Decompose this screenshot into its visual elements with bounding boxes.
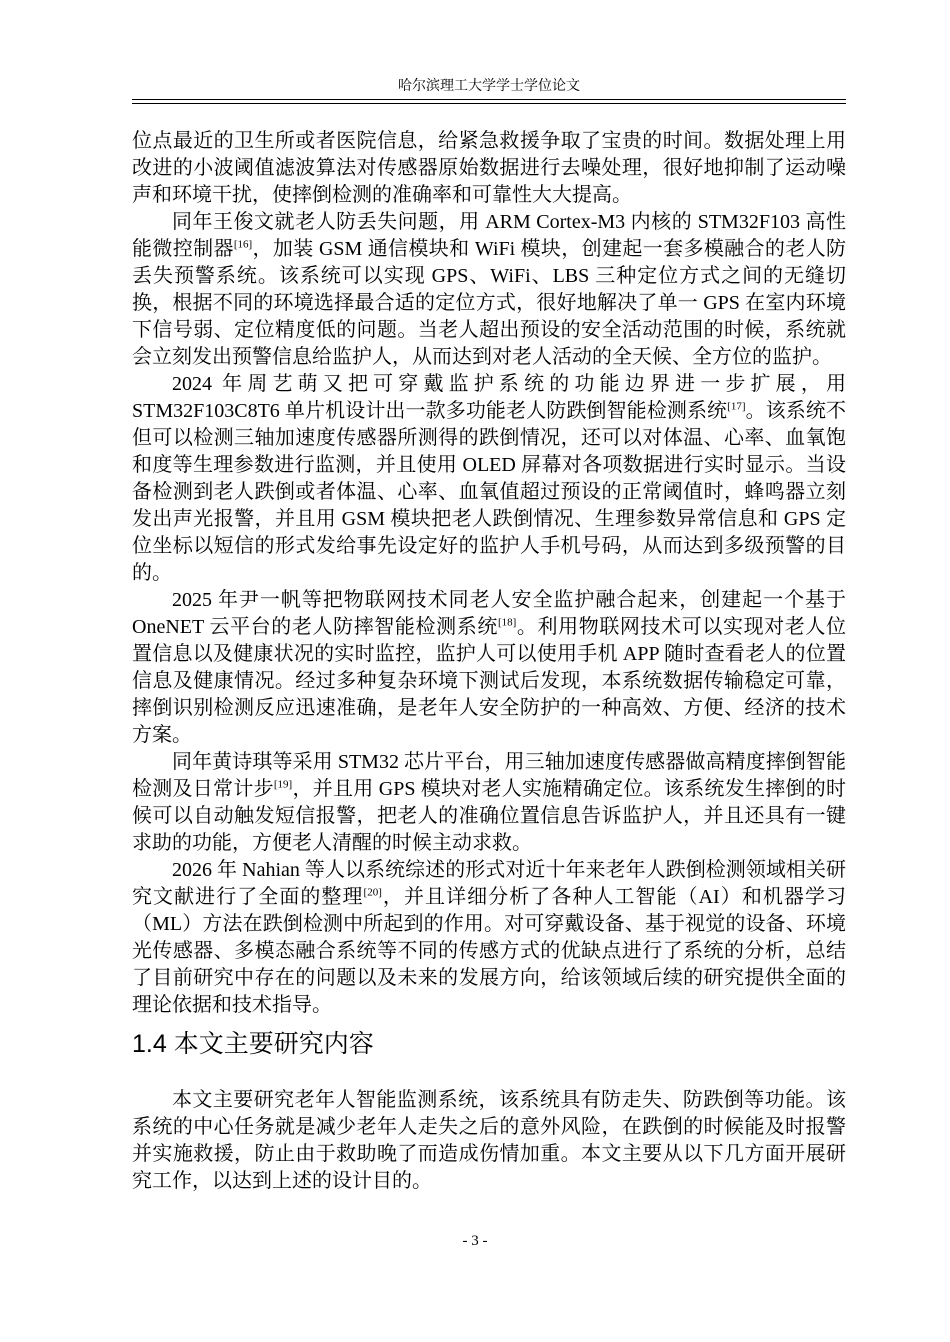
citation-ref: [17] bbox=[727, 400, 746, 413]
paragraph-zhou bbox=[132, 371, 846, 587]
citation-ref: [20] bbox=[363, 886, 382, 899]
section-heading: 1.4 本文主要研究内容 bbox=[132, 1030, 374, 1058]
paragraph-text: 2026 年 Nahian 等人以系统综述的形式对近十年来老年人跌倒检测领域相关研究文献进行了全面的整理 bbox=[132, 859, 846, 908]
page-body bbox=[132, 128, 846, 1195]
header-rule-thick bbox=[132, 99, 846, 100]
citation-ref: [18] bbox=[497, 616, 517, 629]
header-rule-thin bbox=[132, 103, 846, 104]
paragraph-wang bbox=[132, 209, 846, 371]
paragraph-text: 2024 年周艺萌又把可穿戴监护系统的功能边界进一步扩展，用 STM32F103C8T6 单片机设计出一款多功能老人防跌倒智能检测系统 bbox=[132, 373, 846, 422]
section-paragraph: 本文主要研究老年人智能监测系统，该系统具有防走失、防跌倒等功能。该系统的中心任务就是减少老年人走失之后的意外风险，在跌倒的时候能及时报警并实施救援，防止由于救助晚了而造成伤情加重。本文主要从以下几方面开展研究工作，以达到上述的设计目的。 bbox=[132, 1089, 846, 1192]
paragraph-text: 同年黄诗琪等采用 STM32 芯片平台，用三轴加速度传感器做高精度摔倒智能检测及日常计步 bbox=[132, 751, 846, 800]
paragraph-text: ，加装 GSM 通信模块和 WiFi 模块，创建起一套多模融合的老人防丢失预警系统。该系统可以实现 GPS、WiFi、LBS 三种定位方式之间的无缝切换，根据不同的环境选择最合适的定位方式，很好地解决了单一 GPS 在室内环境下信号弱、定位精度低的问题。当老人超出预设的安全活动范围的时候，系统就会立刻发出预警信息给监护人，从而达到对老人活动的全天候、全方位的监护。 bbox=[132, 238, 846, 368]
paragraph-nahian bbox=[132, 857, 846, 1019]
running-header: 哈尔滨理工大学学士学位论文 bbox=[398, 79, 580, 94]
section-spacer bbox=[132, 1069, 846, 1087]
paragraph-text: 2025 年尹一帆等把物联网技术同老人安全监护融合起来，创建起一个基于 OneNET 云平台的老人防摔智能检测系统 bbox=[132, 589, 846, 638]
paragraph-yin bbox=[132, 587, 846, 749]
paragraph-text: ，并且用 GPS 模块对老人实施精确定位。该系统发生摔倒的时候可以自动触发短信报警，把老人的准确位置信息告诉监护人，并且还具有一键求助的功能，方便老人清醒的时候主动求救。 bbox=[132, 778, 846, 854]
paragraph-text: 。利用物联网技术可以实现对老人位置信息以及健康状况的实时监控，监护人可以使用手机 APP 随时查看老人的位置信息及健康情况。经过多种复杂环境下测试后发现，本系统数据传输稳定可靠，摔倒识别检测反应迅速准确，是老年人安全防护的一种高效、方便、经济的技术方案。 bbox=[132, 616, 846, 746]
paragraph-huang bbox=[132, 749, 846, 857]
citation-ref: [16] bbox=[233, 238, 253, 251]
paragraph-text: 同年王俊文就老人防丢失问题，用 ARM Cortex-M3 内核的 STM32F103 高性能微控制器 bbox=[132, 211, 846, 260]
paragraph-text: 。该系统不但可以检测三轴加速度传感器所测得的跌倒情况，还可以对体温、心率、血氧饱和度等生理参数进行监测，并且使用 OLED 屏幕对各项数据进行实时显示。当设备检测到老人跌倒或者体温、心率、血氧值超过预设的正常阈值时，蜂鸣器立刻发出声光报警，并且用 GSM 模块把老人跌倒情况、生理参数异常信息和 GPS 定位坐标以短信的形式发给事先设定好的监护人手机号码，从而达到多级预警的目的。 bbox=[132, 400, 846, 584]
citation-ref: [19] bbox=[273, 778, 293, 791]
paragraph-continued: 位点最近的卫生所或者医院信息，给紧急救援争取了宝贵的时间。数据处理上用改进的小波阈值滤波算法对传感器原始数据进行去噪处理，很好地抑制了运动噪声和环境干扰，使摔倒检测的准确率和可靠性大大提高。 bbox=[132, 130, 846, 206]
paragraph-text: ，并且详细分析了各种人工智能（AI）和机器学习（ML）方法在跌倒检测中所起到的作用。对可穿戴设备、基于视觉的设备、环境光传感器、多模态融合系统等不同的传感方式的优缺点进行了系统的分析，总结了目前研究中存在的问题以及未来的发展方向，给该领域后续的研究提供全面的理论依据和技术指导。 bbox=[132, 886, 847, 1016]
page-number: - 3 - bbox=[462, 1233, 488, 1249]
